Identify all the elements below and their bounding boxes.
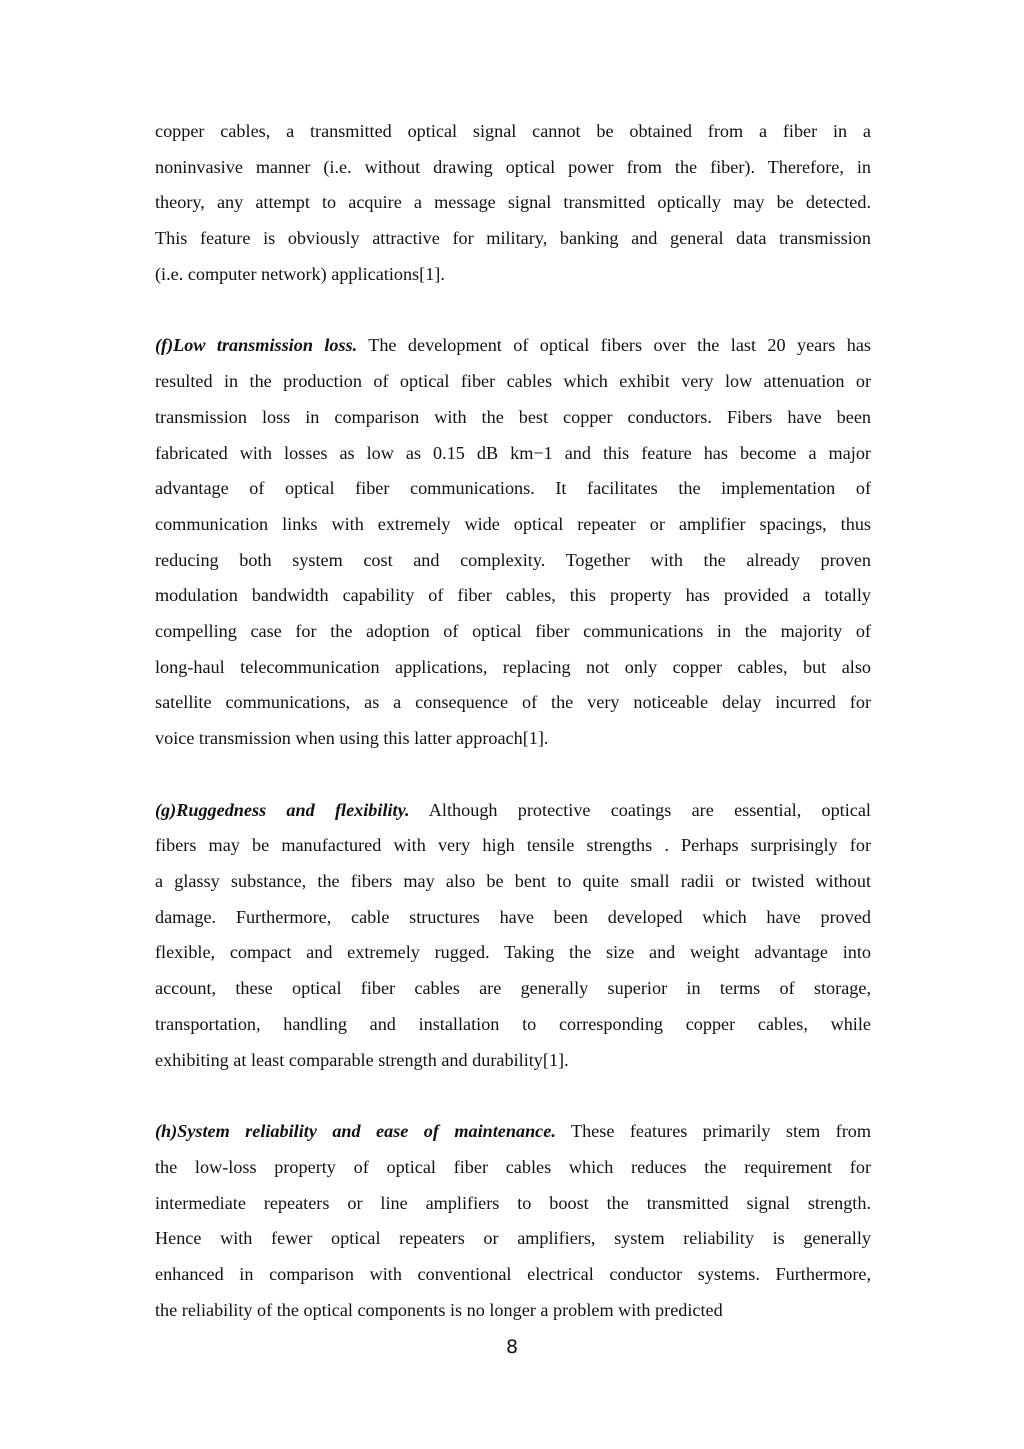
text-line: theory, any attempt to acquire a message signal transmitted optically may be detected.	[155, 192, 871, 213]
paragraph-system-reliability	[155, 1114, 871, 1328]
text-line: long-haul telecommunication applications, replacing not only copper cables, but also	[155, 656, 871, 677]
text-line: fibers may be manufactured with very high tensile strengths . Perhaps surprisingly for	[155, 835, 871, 856]
text-line	[155, 793, 871, 829]
text-line: damage. Furthermore, cable structures have been developed which have proved	[155, 906, 871, 927]
text-line: resulted in the production of optical fiber cables which exhibit very low attenuation or	[155, 371, 871, 392]
text-line: noninvasive manner (i.e. without drawing optical power from the fiber). Therefore, in	[155, 156, 871, 177]
text-line: communication links with extremely wide optical repeater or amplifier spacings, thus	[155, 513, 871, 534]
text-run: Although protective coatings are essential, optical	[409, 799, 871, 820]
text-line	[155, 328, 871, 364]
text-line: (i.e. computer network) applications[1].	[155, 263, 445, 284]
section-heading: (f)Low transmission loss.	[155, 335, 358, 356]
text-line: copper cables, a transmitted optical signal cannot be obtained from a fiber in a	[155, 121, 871, 141]
text-line: intermediate repeaters or line amplifiers to boost the transmitted signal strength.	[155, 1192, 871, 1213]
text-line: advantage of optical fiber communications. It facilitates the implementation of	[155, 478, 871, 499]
text-line: This feature is obviously attractive for military, banking and general data transmission	[155, 228, 871, 249]
document-page	[155, 114, 871, 1328]
text-line: modulation bandwidth capability of fiber cables, this property has provided a totally	[155, 585, 871, 606]
text-line: voice transmission when using this latter approach[1].	[155, 728, 549, 748]
text-line: compelling case for the adoption of optical fiber communications in the majority of	[155, 620, 871, 641]
text-line: enhanced in comparison with conventional electrical conductor systems. Furthermore,	[155, 1263, 871, 1284]
text-run: These features primarily stem from	[555, 1121, 871, 1142]
text-line	[155, 1114, 871, 1150]
page-number: 8	[505, 1336, 519, 1358]
section-heading: (h)System reliability and ease of maintenance.	[155, 1121, 556, 1142]
text-line: account, these optical fiber cables are generally superior in terms of storage,	[155, 978, 871, 999]
paragraph-low-transmission-loss	[155, 328, 871, 756]
text-line: the low-loss property of optical fiber cables which reduces the requirement for	[155, 1156, 871, 1177]
section-heading: (g)Ruggedness and flexibility.	[155, 799, 410, 820]
text-line: flexible, compact and extremely rugged. Taking the size and weight advantage into	[155, 942, 871, 963]
paragraph-security-continuation	[155, 114, 871, 292]
text-line: a glassy substance, the fibers may also be bent to quite small radii or twisted without	[155, 871, 871, 892]
text-line: exhibiting at least comparable strength and durability[1].	[155, 1049, 569, 1070]
text-line: fabricated with losses as low as 0.15 dB km−1 and this feature has become a major	[155, 442, 871, 463]
text-line: transmission loss in comparison with the best copper conductors. Fibers have been	[155, 406, 871, 427]
text-run: The development of optical fibers over the last 20 years has	[357, 335, 871, 356]
text-line: satellite communications, as a consequence of the very noticeable delay incurred for	[155, 692, 871, 713]
text-line: the reliability of the optical components is no longer a problem with predicted	[155, 1299, 723, 1320]
text-line: reducing both system cost and complexity. Together with the already proven	[155, 549, 871, 570]
paragraph-ruggedness-flexibility	[155, 793, 871, 1079]
text-line: transportation, handling and installation to corresponding copper cables, while	[155, 1013, 871, 1034]
text-line: Hence with fewer optical repeaters or amplifiers, system reliability is generally	[155, 1228, 871, 1249]
